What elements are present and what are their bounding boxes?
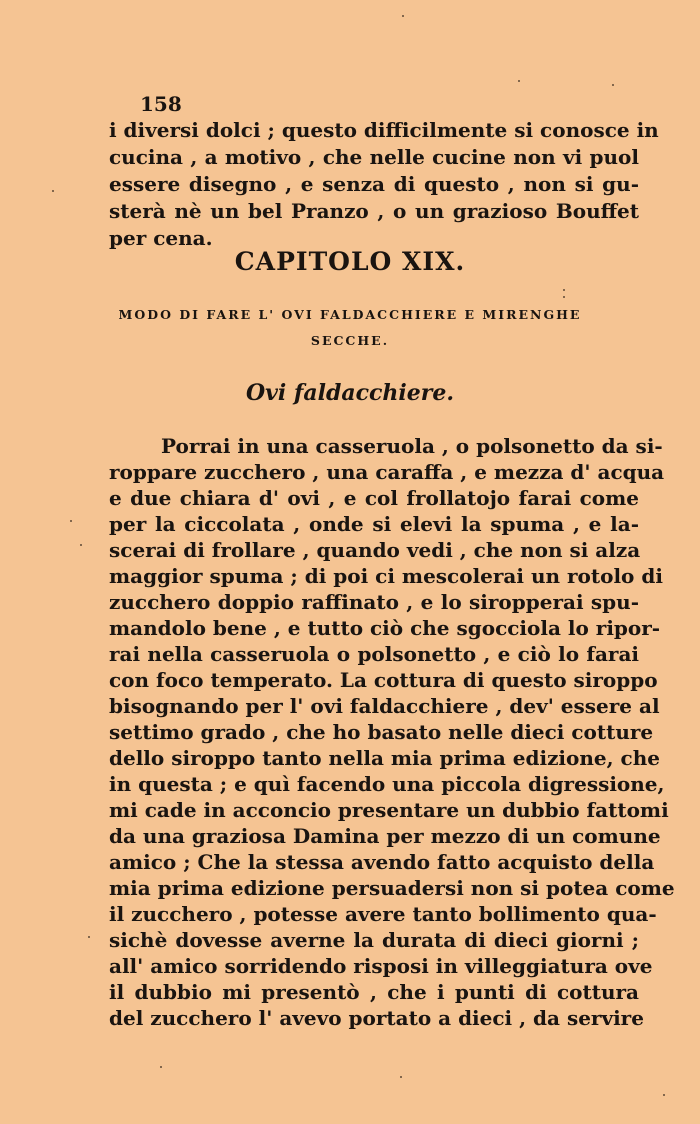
body-line-14: in questa ; e quì facendo una piccola digressione, (109, 772, 665, 796)
paper-speck (70, 520, 72, 522)
paper-speck (563, 289, 565, 291)
body-line-21: all' amico sorridendo risposi in villeggiatura ove (109, 954, 653, 978)
paper-speck (402, 15, 404, 17)
intro-line-4: sterà nè un bel Pranzo , o un grazioso Bouffet (109, 199, 639, 223)
section-title: Ovi faldacchiere. (245, 380, 455, 406)
paper-speck (160, 1066, 162, 1068)
body-line-17: amico ; Che la stessa avendo fatto acquisto della (109, 850, 655, 874)
chapter-title: CAPITOLO XIX. (234, 247, 466, 276)
body-line-19: il zucchero , potesse avere tanto bollimento qua- (109, 902, 657, 926)
body-line-18: mia prima edizione persuadersi non si potea come (109, 876, 675, 900)
chapter-subtitle-line-1: MODO DI FARE L' OVI FALDACCHIERE E MIRENGHE (118, 307, 582, 322)
intro-line-2: cucina , a motivo , che nelle cucine non vi puol (109, 145, 639, 169)
body-line-9: rai nella casseruola o polsonetto , e ciò lo farai (109, 642, 639, 666)
body-line-23: del zucchero l' avevo portato a dieci , da servire (109, 1006, 644, 1030)
body-line-20: sichè dovesse averne la durata di dieci giorni ; (109, 928, 639, 952)
paper-speck (518, 80, 520, 82)
paper-speck (563, 296, 565, 298)
body-line-16: da una graziosa Damina per mezzo di un comune (109, 824, 661, 848)
intro-line-1: i diversi dolci ; questo difficilmente si conosce in (109, 118, 659, 142)
body-line-12: settimo grado , che ho basato nelle dieci cotture (109, 720, 654, 744)
intro-line-5: per cena. (109, 226, 213, 250)
body-line-6: maggior spuma ; di poi ci mescolerai un rotolo di (109, 564, 663, 588)
body-line-7: zucchero doppio raffinato , e lo siropperai spu- (109, 590, 639, 614)
paper-speck (400, 1076, 402, 1078)
page-number: 158 (140, 92, 182, 116)
body-line-13: dello siroppo tanto nella mia prima edizione, che (109, 746, 660, 770)
intro-line-3: essere disegno , e senza di questo , non si gu- (109, 172, 639, 196)
body-line-22: il dubbio mi presentò , che i punti di cottura (109, 980, 639, 1004)
body-line-5: scerai di frollare , quando vedi , che non si alza (109, 538, 641, 562)
paper-speck (52, 190, 54, 192)
body-line-2: roppare zucchero , una caraffa , e mezza d' acqua (109, 460, 665, 484)
paper-speck (663, 1094, 665, 1096)
body-line-4: per la ciccolata , onde si elevi la spuma , e la- (109, 512, 639, 536)
body-line-1: Porrai in una casseruola , o polsonetto da si- (161, 434, 663, 458)
paper-speck (612, 84, 614, 86)
paper-speck (88, 936, 90, 938)
body-line-11: bisognando per l' ovi faldacchiere , dev' essere al (109, 694, 660, 718)
chapter-subtitle-line-2: SECCHE. (310, 333, 390, 348)
paper-speck (80, 544, 82, 546)
body-line-15: mi cade in acconcio presentare un dubbio fattomi (109, 798, 669, 822)
body-line-10: con foco temperato. La cottura di questo siroppo (109, 668, 658, 692)
body-line-8: mandolo bene , e tutto ciò che sgocciola lo ripor- (109, 616, 661, 640)
body-line-3: e due chiara d' ovi , e col frollatojo farai come (109, 486, 639, 510)
